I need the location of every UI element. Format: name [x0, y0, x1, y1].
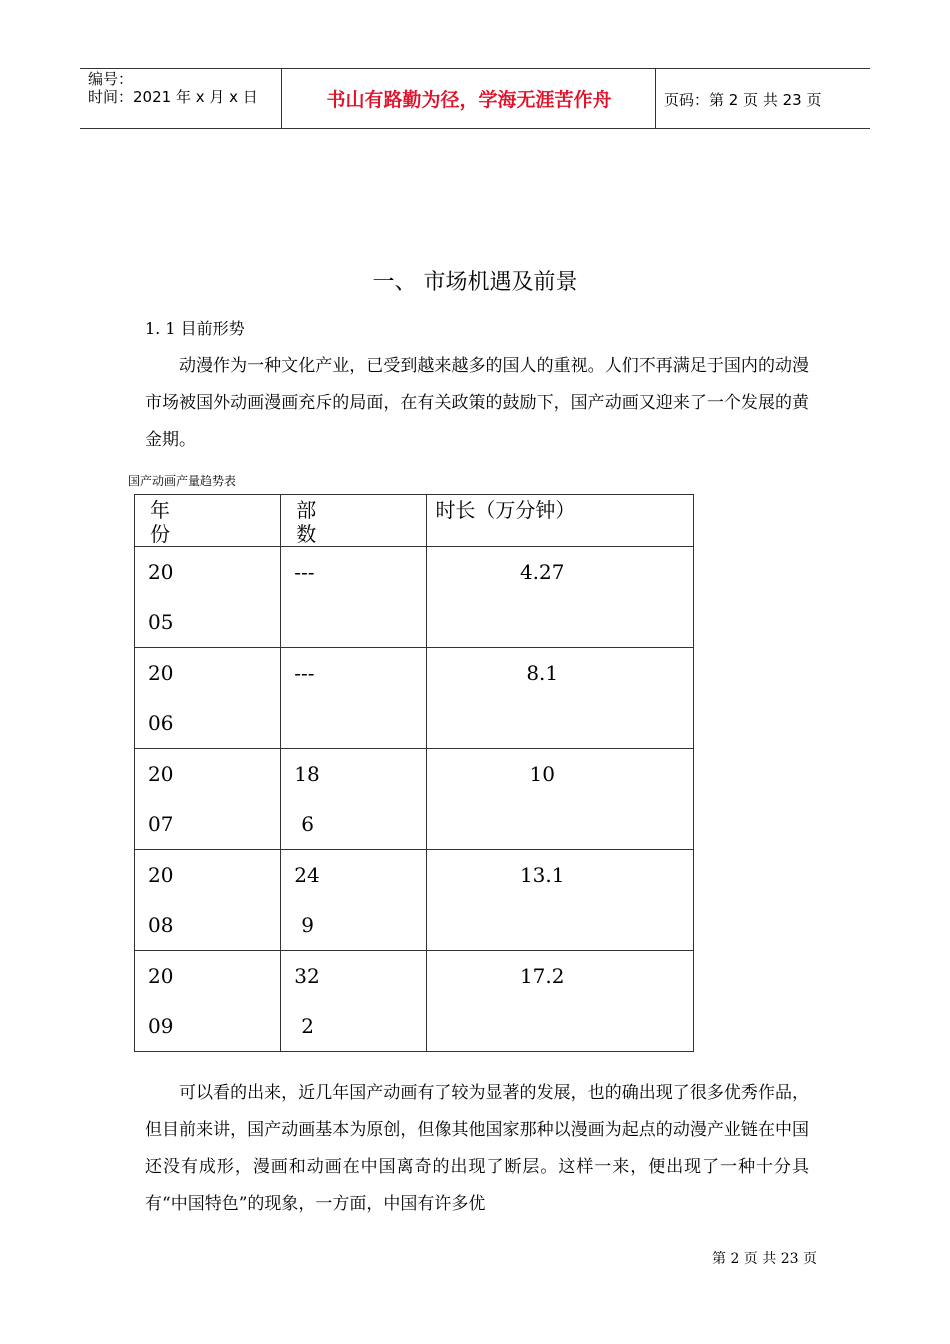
cell-count [281, 850, 427, 951]
cell-count-part2: 6 [301, 812, 314, 836]
cell-duration [427, 850, 694, 951]
cell-year-part1: 20 [148, 863, 174, 887]
header-year-line2: 份 [150, 522, 170, 546]
cell-year-part1: 20 [148, 560, 174, 584]
cell-count-part1: 24 [294, 863, 320, 887]
cell-year [135, 648, 281, 749]
header-year [135, 495, 281, 547]
table-row [135, 648, 694, 749]
cell-year-part1: 20 [148, 661, 174, 685]
cell-year [135, 547, 281, 648]
cell-duration-value: 8.1 [526, 661, 559, 685]
header-count [281, 495, 427, 547]
cell-year-part2: 09 [148, 1014, 174, 1038]
production-trend-table [134, 494, 694, 1052]
cell-year [135, 850, 281, 951]
header-number-label: 编号： [88, 70, 134, 88]
cell-year [135, 951, 281, 1052]
cell-count-part1: 18 [294, 762, 320, 786]
table-header-row [135, 495, 694, 547]
cell-count-part2: 2 [301, 1014, 314, 1038]
cell-year [135, 749, 281, 850]
table-caption: 国产动画产量趋势表 [128, 474, 237, 488]
header-count-line2: 数 [296, 522, 317, 546]
cell-count [281, 648, 427, 749]
header-meta [88, 70, 258, 106]
header-top-rule [80, 68, 870, 69]
header-duration [427, 495, 694, 547]
cell-count-part1: --- [294, 560, 315, 584]
cell-year-part2: 07 [148, 812, 174, 836]
footer-page-info: 第 2 页 共 23 页 [712, 1251, 817, 1267]
header-divider-1 [281, 68, 282, 128]
cell-year-part2: 05 [148, 610, 174, 634]
cell-count-part1: 32 [294, 964, 320, 988]
cell-year-part2: 06 [148, 711, 174, 735]
cell-count [281, 951, 427, 1052]
cell-year-part2: 08 [148, 913, 174, 937]
cell-count [281, 547, 427, 648]
cell-duration-value: 17.2 [519, 964, 565, 988]
table-row [135, 547, 694, 648]
header-count-line1: 部 [296, 498, 317, 522]
cell-count-part2: 9 [301, 913, 314, 937]
cell-duration [427, 648, 694, 749]
table-row [135, 749, 694, 850]
cell-duration [427, 749, 694, 850]
table-row [135, 850, 694, 951]
paragraph-analysis: 可以看的出来，近几年国产动画有了较为显著的发展，也的确出现了很多优秀作品，但目前来讲，国产动画基本为原创，但像其他国家那种以漫画为起点的动漫产业链在中国还没有成形，漫画和动画在中国离奇的出现了断层。这样一来，便出现了一种十分具有“中国特色”的现象，一方面，中国有许多优 [145, 1083, 809, 1214]
cell-count-part1: --- [294, 661, 315, 685]
subsection-title: 1. 1 目前形势 [145, 319, 245, 338]
cell-duration [427, 547, 694, 648]
table-row [135, 951, 694, 1052]
cell-duration-value: 13.1 [519, 863, 565, 887]
header-duration-label: 时长（万分钟） [435, 498, 576, 522]
cell-year-part1: 20 [148, 762, 174, 786]
section-title: 一、 市场机遇及前景 [372, 270, 578, 295]
header-divider-2 [655, 68, 656, 128]
cell-year-part1: 20 [148, 964, 174, 988]
cell-duration [427, 951, 694, 1052]
header-motto: 书山有路勤为径，学海无涯苦作舟 [326, 89, 612, 111]
paragraph-intro: 动漫作为一种文化产业，已受到越来越多的国人的重视。人们不再满足于国内的动漫市场被国外动画漫画充斥的局面，在有关政策的鼓励下，国产动画又迎来了一个发展的黄金期。 [145, 356, 809, 450]
cell-count [281, 749, 427, 850]
cell-duration-value: 10 [529, 762, 555, 786]
header-time-label: 时间：2021 年 x 月 x 日 [88, 88, 258, 106]
header-bottom-rule [80, 128, 870, 129]
header-page-info: 页码：第 2 页 共 23 页 [664, 91, 822, 109]
header-year-line1: 年 [150, 498, 170, 522]
cell-duration-value: 4.27 [519, 560, 565, 584]
